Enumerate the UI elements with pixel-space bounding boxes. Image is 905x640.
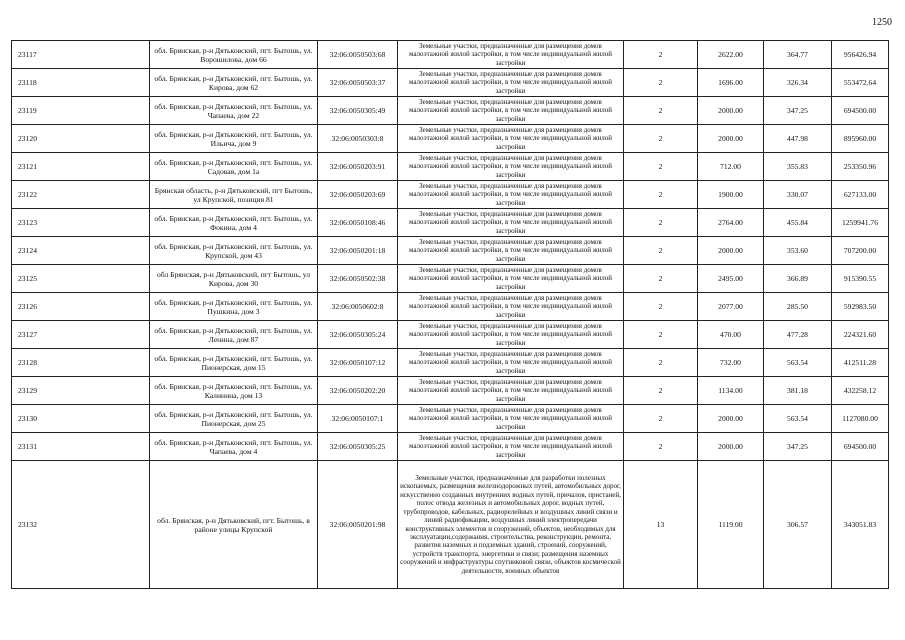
row-number-cell: 23132 [12, 461, 150, 589]
category-cell: 2 [624, 405, 698, 433]
land-use-cell: Земельные участки, предназначенные для размещения домов малоэтажной жилой застройки, в том числе индивидуальной жилой застройки [398, 377, 624, 405]
row-number-cell: 23126 [12, 293, 150, 321]
address-cell: обл. Брянская, р-н Дятьковский, пгт. Бытошь, ул. Ильича, дом 9 [150, 125, 318, 153]
area-cell: 1696.00 [698, 69, 764, 97]
address-cell: обл. Брянская, р-н Дятьковский, пгт. Бытошь, ул. Пионерская, дом 15 [150, 349, 318, 377]
category-cell: 2 [624, 125, 698, 153]
cadastral-number-cell: 32:06:0050202:20 [318, 377, 398, 405]
specific-value-cell: 477.28 [764, 321, 832, 349]
table-row [12, 293, 889, 321]
address-cell: обл. Брянская, р-н Дятьковский, пгт. Бытошь, ул. Ленина, дом 87 [150, 321, 318, 349]
area-cell: 2077.00 [698, 293, 764, 321]
cadastral-number-cell: 32:06:0050502:38 [318, 265, 398, 293]
specific-value-cell: 366.89 [764, 265, 832, 293]
row-number-cell: 23128 [12, 349, 150, 377]
land-use-cell: Земельные участки, предназначенные для размещения домов малоэтажной жилой застройки, в том числе индивидуальной жилой застройки [398, 265, 624, 293]
cadastral-number-cell: 32:06:0050602:8 [318, 293, 398, 321]
cadastral-value-cell: 432258.12 [832, 377, 889, 405]
address-cell: обл Брянская, р-н Дятьковский, пгт Бытошь, ул Кирова, дом 30 [150, 265, 318, 293]
table-row [12, 209, 889, 237]
cadastral-value-table [11, 40, 889, 589]
cadastral-number-cell: 32:06:0050203:91 [318, 153, 398, 181]
category-cell: 2 [624, 321, 698, 349]
cadastral-value-cell: 956426.94 [832, 41, 889, 69]
cadastral-value-cell: 707200.00 [832, 237, 889, 265]
category-cell: 2 [624, 181, 698, 209]
address-cell: обл. Брянская, р-н Дятьковский, пгт. Бытошь, в районе улицы Крупской [150, 461, 318, 589]
row-number-cell: 23131 [12, 433, 150, 461]
land-use-cell: Земельные участки, предназначенные для размещения домов малоэтажной жилой застройки, в том числе индивидуальной жилой застройки [398, 321, 624, 349]
specific-value-cell: 563.54 [764, 349, 832, 377]
category-cell: 2 [624, 377, 698, 405]
category-cell: 2 [624, 265, 698, 293]
category-cell: 2 [624, 237, 698, 265]
table-row [12, 461, 889, 589]
land-use-cell: Земельные участки, предназначенные для размещения домов малоэтажной жилой застройки, в том числе индивидуальной жилой застройки [398, 153, 624, 181]
cadastral-number-cell: 32:06:0050201:98 [318, 461, 398, 589]
area-cell: 1900.00 [698, 181, 764, 209]
specific-value-cell: 353.60 [764, 237, 832, 265]
area-cell: 2000.00 [698, 125, 764, 153]
table-row [12, 321, 889, 349]
cadastral-value-cell: 1127080.00 [832, 405, 889, 433]
land-use-cell: Земельные участки, предназначенные для размещения домов малоэтажной жилой застройки, в том числе индивидуальной жилой застройки [398, 209, 624, 237]
category-cell: 2 [624, 41, 698, 69]
cadastral-number-cell: 32:06:0050107:12 [318, 349, 398, 377]
row-number-cell: 23129 [12, 377, 150, 405]
category-cell: 13 [624, 461, 698, 589]
category-cell: 2 [624, 209, 698, 237]
row-number-cell: 23123 [12, 209, 150, 237]
specific-value-cell: 306.57 [764, 461, 832, 589]
table-row [12, 405, 889, 433]
area-cell: 2000.00 [698, 433, 764, 461]
land-use-cell: Земельные участки, предназначенные для размещения домов малоэтажной жилой застройки, в том числе индивидуальной жилой застройки [398, 125, 624, 153]
area-cell: 2764.00 [698, 209, 764, 237]
specific-value-cell: 347.25 [764, 433, 832, 461]
cadastral-value-cell: 253350.96 [832, 153, 889, 181]
address-cell: обл. Брянская, р-н Дятьковский, пгт. Бытошь, ул. Фокина, дом 4 [150, 209, 318, 237]
table-row [12, 237, 889, 265]
cadastral-value-cell: 694500.00 [832, 433, 889, 461]
land-use-cell: Земельные участки, предназначенные для размещения домов малоэтажной жилой застройки, в том числе индивидуальной жилой застройки [398, 97, 624, 125]
area-cell: 712.00 [698, 153, 764, 181]
cadastral-number-cell: 32:06:0050305:24 [318, 321, 398, 349]
cadastral-number-cell: 32:06:0050203:69 [318, 181, 398, 209]
specific-value-cell: 347.25 [764, 97, 832, 125]
land-use-cell: Земельные участки, предназначенные для размещения домов малоэтажной жилой застройки, в том числе индивидуальной жилой застройки [398, 349, 624, 377]
table-row [12, 181, 889, 209]
specific-value-cell: 455.84 [764, 209, 832, 237]
cadastral-number-cell: 32:06:0050503:37 [318, 69, 398, 97]
address-cell: обл. Брянская, р-н Дятьковский, пгт. Бытошь, ул. Крупской, дом 43 [150, 237, 318, 265]
category-cell: 2 [624, 97, 698, 125]
cadastral-value-cell: 895960.00 [832, 125, 889, 153]
specific-value-cell: 355.83 [764, 153, 832, 181]
area-cell: 732.00 [698, 349, 764, 377]
cadastral-value-cell: 343051.83 [832, 461, 889, 589]
row-number-cell: 23118 [12, 69, 150, 97]
row-number-cell: 23121 [12, 153, 150, 181]
cadastral-value-cell: 1259941.76 [832, 209, 889, 237]
table-row [12, 97, 889, 125]
row-number-cell: 23120 [12, 125, 150, 153]
area-cell: 2622.00 [698, 41, 764, 69]
area-cell: 2000.00 [698, 97, 764, 125]
cadastral-value-cell: 553472.64 [832, 69, 889, 97]
table-row [12, 433, 889, 461]
table-row [12, 69, 889, 97]
land-use-cell: Земельные участки, предназначенные для размещения домов малоэтажной жилой застройки, в том числе индивидуальной жилой застройки [398, 41, 624, 69]
cadastral-number-cell: 32:06:0050503:68 [318, 41, 398, 69]
cadastral-value-cell: 412511.28 [832, 349, 889, 377]
category-cell: 2 [624, 69, 698, 97]
cadastral-number-cell: 32:06:0050201:18 [318, 237, 398, 265]
specific-value-cell: 285.50 [764, 293, 832, 321]
specific-value-cell: 364.77 [764, 41, 832, 69]
land-use-cell: Земельные участки, предназначенные для размещения домов малоэтажной жилой застройки, в том числе индивидуальной жилой застройки [398, 405, 624, 433]
table-row [12, 349, 889, 377]
land-use-cell: Земельные участки, предназначенные для размещения домов малоэтажной жилой застройки, в том числе индивидуальной жилой застройки [398, 237, 624, 265]
cadastral-number-cell: 32:06:0050107:1 [318, 405, 398, 433]
address-cell: обл. Брянская, р-н Дятьковский, пгт. Бытошь, ул. Пушкина, дом 3 [150, 293, 318, 321]
cadastral-value-cell: 694500.00 [832, 97, 889, 125]
row-number-cell: 23117 [12, 41, 150, 69]
address-cell: обл. Брянская, р-н Дятьковский, пгт. Бытошь, ул. Чапаева, дом 4 [150, 433, 318, 461]
area-cell: 470.00 [698, 321, 764, 349]
specific-value-cell: 330.07 [764, 181, 832, 209]
cadastral-value-cell: 915390.55 [832, 265, 889, 293]
area-cell: 2495.00 [698, 265, 764, 293]
land-use-cell: Земельные участки, предназначенные для разработки полезных ископаемых, размещения железнодорожных путей, автомобильных дорог, искусственно созданных внутренних водных путей, причалов, пристаней, полос отвода железных и автомобильных дорог, водных путей, трубопроводов, кабельных, радиорелейных и воздушных линий связи и линий радиофикации, воздушных линий электропередачи конструктивных элементов и сооружений, объектов, необходимых для эксплуатации,содержания, строительства, реконструкции, ремонта, развития наземных и подземных зданий, строений, сооружений, устройств транспорта, энергетики и связи; размещения наземных сооружений и инфраструктуры спутниковой связи, объектов космической деятельности, военных объектов [398, 461, 624, 589]
cadastral-number-cell: 32:06:0050305:25 [318, 433, 398, 461]
address-cell: обл. Брянская, р-н Дятьковский, пгт. Бытошь, ул. Садовая, дом 1а [150, 153, 318, 181]
row-number-cell: 23130 [12, 405, 150, 433]
cadastral-value-cell: 627133.00 [832, 181, 889, 209]
category-cell: 2 [624, 153, 698, 181]
area-cell: 2000.00 [698, 237, 764, 265]
area-cell: 2000.00 [698, 405, 764, 433]
table-row [12, 41, 889, 69]
address-cell: обл. Брянская, р-н Дятьковский, пгт. Бытошь, ул. Ворошилова, дом 66 [150, 41, 318, 69]
table-row [12, 377, 889, 405]
address-cell: обл. Брянская, р-н Дятьковский, пгт. Бытошь, ул. Чапаева, дом 22 [150, 97, 318, 125]
row-number-cell: 23127 [12, 321, 150, 349]
address-cell: Брянская область, р-н Дятьковский, пгт Бытошь, ул Крупской, позиция 81 [150, 181, 318, 209]
category-cell: 2 [624, 293, 698, 321]
specific-value-cell: 447.98 [764, 125, 832, 153]
cadastral-number-cell: 32:06:0050108:46 [318, 209, 398, 237]
cadastral-number-cell: 32:06:0050305:49 [318, 97, 398, 125]
land-use-cell: Земельные участки, предназначенные для размещения домов малоэтажной жилой застройки, в том числе индивидуальной жилой застройки [398, 293, 624, 321]
address-cell: обл. Брянская, р-н Дятьковский, пгт. Бытошь, ул. Пионерская, дом 25 [150, 405, 318, 433]
land-use-cell: Земельные участки, предназначенные для размещения домов малоэтажной жилой застройки, в том числе индивидуальной жилой застройки [398, 69, 624, 97]
table-row [12, 153, 889, 181]
address-cell: обл. Брянская, р-н Дятьковский, пгт. Бытошь, ул. Калинина, дом 13 [150, 377, 318, 405]
cadastral-value-cell: 224321.60 [832, 321, 889, 349]
cadastral-value-cell: 592983.50 [832, 293, 889, 321]
row-number-cell: 23119 [12, 97, 150, 125]
table-row [12, 265, 889, 293]
row-number-cell: 23122 [12, 181, 150, 209]
address-cell: обл. Брянская, р-н Дятьковский, пгт. Бытошь, ул. Кирова, дом 62 [150, 69, 318, 97]
page-number: 1250 [872, 17, 892, 28]
table-row [12, 125, 889, 153]
specific-value-cell: 563.54 [764, 405, 832, 433]
category-cell: 2 [624, 349, 698, 377]
area-cell: 1119.00 [698, 461, 764, 589]
specific-value-cell: 381.18 [764, 377, 832, 405]
row-number-cell: 23125 [12, 265, 150, 293]
category-cell: 2 [624, 433, 698, 461]
area-cell: 1134.00 [698, 377, 764, 405]
specific-value-cell: 326.34 [764, 69, 832, 97]
row-number-cell: 23124 [12, 237, 150, 265]
cadastral-number-cell: 32:06:0050303:8 [318, 125, 398, 153]
land-use-cell: Земельные участки, предназначенные для размещения домов малоэтажной жилой застройки, в том числе индивидуальной жилой застройки [398, 433, 624, 461]
land-use-cell: Земельные участки, предназначенные для размещения домов малоэтажной жилой застройки, в том числе индивидуальной жилой застройки [398, 181, 624, 209]
